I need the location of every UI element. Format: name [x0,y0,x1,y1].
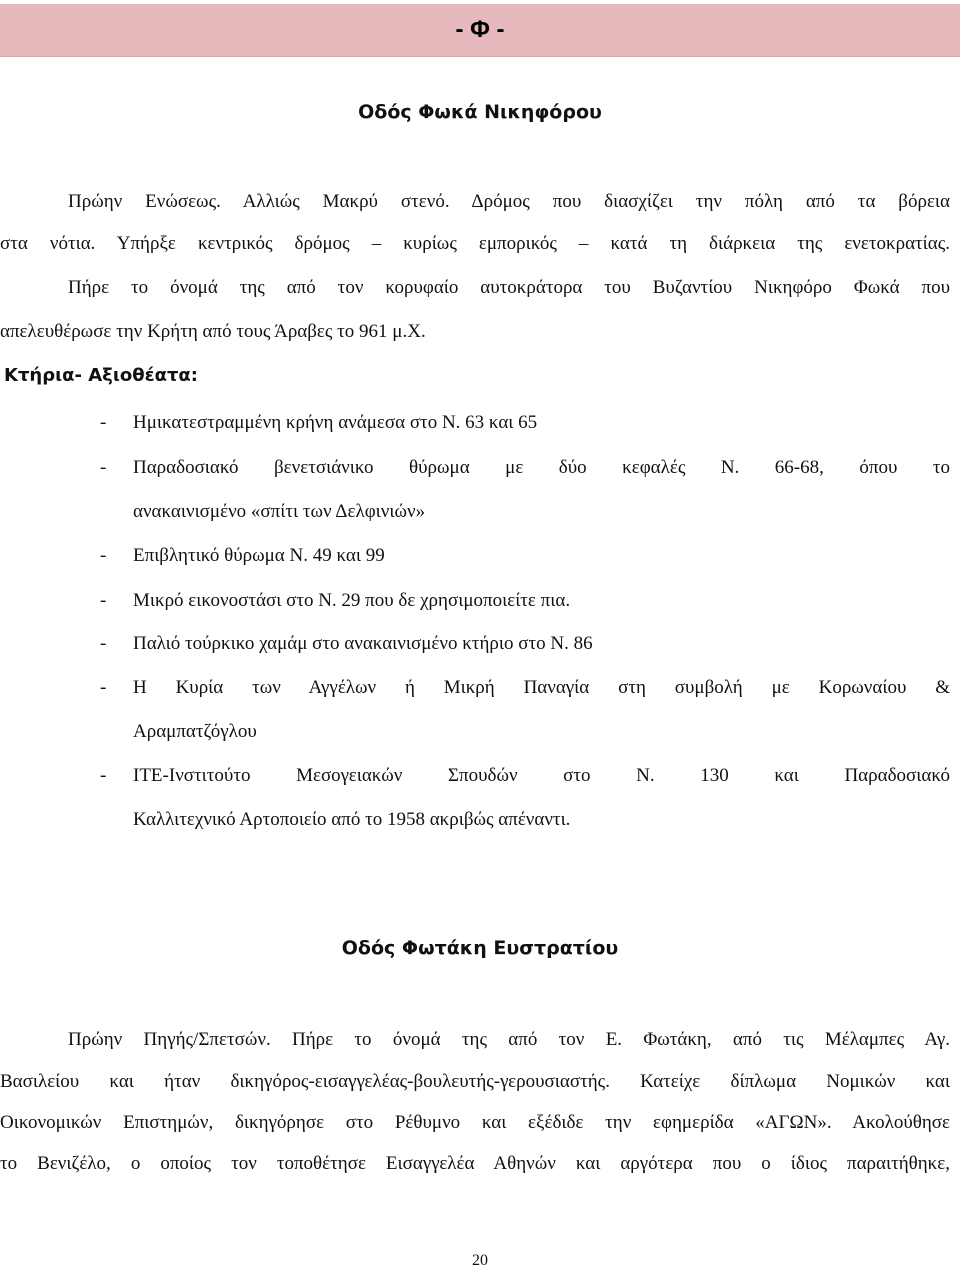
list-item-text: Η Κυρία των Αγγέλων ή Μικρή Παναγία στη συμβολή με Κορωναίου & [133,677,950,698]
list-item-text: Επιβλητικό θύρωμα Ν. 49 και 99 [133,545,385,566]
list-item-text: ΙΤΕ-Ινστιτούτο Μεσογειακών Σπουδών στο Ν. 130 και Παραδοσιακό [133,765,950,786]
list-dash: - [100,765,107,786]
paragraph-line: Πήρε το όνομά της από τον κορυφαίο αυτοκράτορα του Βυζαντίου Νικηφόρο Φωκά που [68,277,950,298]
list-dash: - [100,457,107,478]
list-dash: - [100,412,107,433]
list-item-text: Καλλιτεχνικό Αρτοποιείο από το 1958 ακριβώς απέναντι. [133,809,571,830]
list-item-text: ανακαινισμένο «σπίτι των Δελφινιών» [133,501,426,522]
list-item-text: Ημικατεστραμμένη κρήνη ανάμεσα στο Ν. 63 και 65 [133,412,538,433]
section-letter: - Φ - [455,16,505,43]
paragraph-line: Βασιλείου και ήταν δικηγόρος-εισαγγελέας-βουλευτής-γερουσιαστής. Κατείχε δίπλωμα Νομικών και [0,1071,950,1092]
list-item-text: Μικρό εικονοστάσι στο Ν. 29 που δε χρησιμοποιείτε πια. [133,590,571,611]
page-number: 20 [472,1252,488,1269]
list-item-text: Παραδοσιακό βενετσιάνικο θύρωμα με δύο κεφαλές Ν. 66-68, όπου το [133,457,950,478]
sights-label: Κτήρια- Αξιοθέατα: [4,365,199,386]
paragraph-line: Πρώην Ενώσεως. Αλλιώς Μακρύ στενό. Δρόμος που διασχίζει την πόλη από τα βόρεια [68,191,950,212]
list-dash: - [100,545,107,566]
street-heading-foka-nikiforou: Οδός Φωκά Νικηφόρου [358,101,602,123]
paragraph-line: Οικονομικών Επιστημών, δικηγόρησε στο Ρέθυμνο και εξέδιδε την εφημερίδα «ΑΓΩΝ». Ακολούθησε [0,1112,950,1133]
paragraph-line: στα νότια. Υπήρξε κεντρικός δρόμος – κυρίως εμπορικός – κατά τη διάρκεια της ενετοκρατίας. [0,233,950,254]
list-item-text: Αραμπατζόγλου [133,721,257,742]
paragraph-line: το Βενιζέλο, ο οποίος τον τοποθέτησε Εισαγγελέα Αθηνών και αργότερα που ο ίδιος παραιτήθηκε, [0,1153,950,1174]
section-letter-banner [0,4,960,57]
list-dash: - [100,590,107,611]
list-dash: - [100,633,107,654]
street-heading-fotaki-efstratiou: Οδός Φωτάκη Ευστρατίου [341,937,619,959]
list-dash: - [100,677,107,698]
paragraph-line: Πρώην Πηγής/Σπετσών. Πήρε το όνομά της από τον Ε. Φωτάκη, από τις Μέλαμπες Αγ. [68,1029,950,1050]
paragraph-line: απελευθέρωσε την Κρήτη από τους Άραβες το 961 μ.Χ. [0,321,426,342]
list-item-text: Παλιό τούρκικο χαμάμ στο ανακαινισμένο κτήριο στο Ν. 86 [133,633,593,654]
